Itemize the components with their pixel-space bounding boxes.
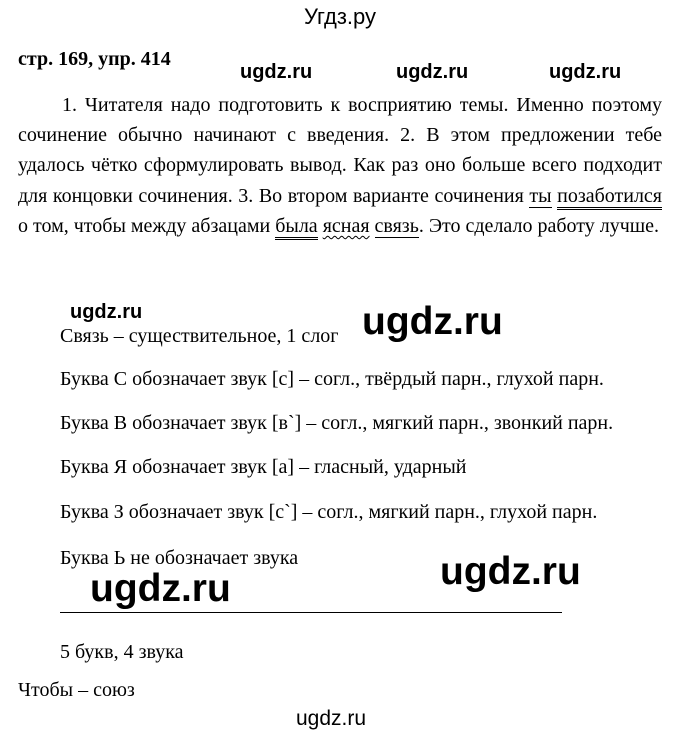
divider bbox=[60, 612, 562, 613]
letter-line: Буква В обозначает звук [в`] – согл., мягкий парн., звонкий парн. bbox=[60, 412, 614, 434]
page-reference: стр. 169, упр. 414 bbox=[18, 48, 171, 70]
next-word-line: Чтобы – союз bbox=[18, 679, 135, 701]
exercise-paragraph bbox=[18, 90, 662, 241]
letter-line: Буква Ь не обозначает звука bbox=[60, 547, 299, 569]
watermark: ugdz.ru bbox=[90, 567, 231, 610]
paragraph-text: о том, чтобы между абзацами bbox=[18, 214, 276, 237]
site-title: Угдз.ру bbox=[303, 4, 377, 29]
watermark: ugdz.ru bbox=[240, 61, 313, 83]
watermark: ugdz.ru bbox=[396, 61, 469, 83]
predicate-word: позаботился bbox=[557, 185, 662, 210]
letter-line: Буква З обозначает звук [с`] – согл., мягкий парн., глухой парн. bbox=[60, 501, 598, 523]
watermark: ugdz.ru bbox=[296, 707, 367, 730]
letter-line: Буква С обозначает звук [с] – согл., твёрдый парн., глухой парн. bbox=[60, 368, 604, 390]
predicate-word: была bbox=[275, 215, 317, 240]
subject-word: связь bbox=[374, 214, 419, 237]
subject-word: ты bbox=[529, 184, 552, 207]
watermark: ugdz.ru bbox=[549, 61, 622, 83]
paragraph-text: . Это сделало работу лучше. bbox=[418, 214, 660, 237]
watermark: ugdz.ru bbox=[362, 300, 503, 343]
word-heading: Связь – существительное, 1 слог bbox=[60, 325, 339, 347]
letter-line: Буква Я обозначает звук [а] – гласный, ударный bbox=[60, 456, 467, 478]
watermark: ugdz.ru bbox=[70, 301, 143, 323]
watermark: ugdz.ru bbox=[440, 550, 581, 593]
summary-line: 5 букв, 4 звука bbox=[60, 641, 184, 663]
attribute-word: ясная bbox=[322, 214, 370, 237]
paragraph-text: 1. Читателя надо подготовить к восприятию темы. Именно поэтому сочинение обычно начинают с введения. 2. В этом предложении тебе удалось чётко сформулировать вывод. Как раз оно больше всего подходит для концовки сочинения. 3. Во втором варианте сочинения bbox=[18, 94, 662, 207]
